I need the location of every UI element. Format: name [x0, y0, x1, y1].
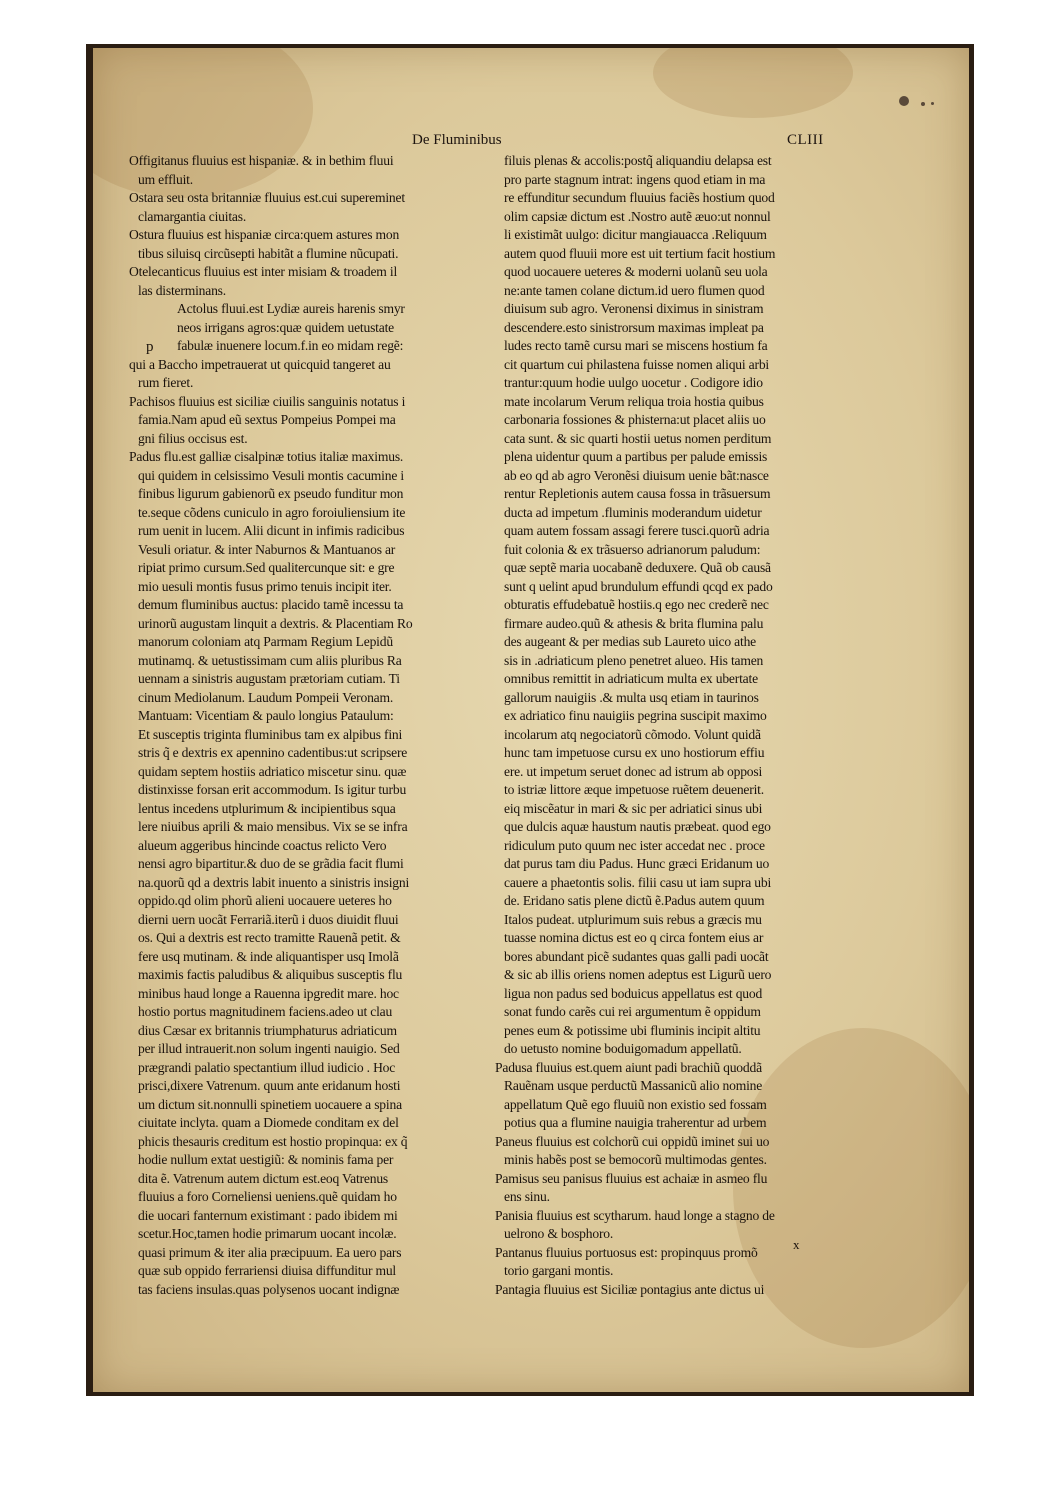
text-line: hodie nullum extat uestigiũ: & nominis fama per: [138, 1152, 394, 1167]
text-line: trantur:quum hodie uulgo uocetur . Codigore idio: [504, 375, 763, 390]
text-line: quæ sub oppido ferrariensi diuisa diffunditur mul: [138, 1263, 397, 1278]
text-line: minibus haud longe a Rauenna ipgredit mare. hoc: [138, 985, 399, 1001]
text-line: prægrandi palatio spectantium illud iudicio . Hoc: [138, 1059, 396, 1075]
text-line: minis habẽs post se bemocorũ multimodas gentes.: [504, 1152, 767, 1167]
text-line: gni filius occisus est.: [138, 430, 248, 446]
text-line: Italos pudeat. utplurimum suis rebus a græcis mu: [504, 911, 762, 927]
text-line: re effunditur secundum fluuius faciẽs hostium quod: [504, 190, 775, 205]
text-line: cit quartum cui philastena fuisse nomen aliqui arbi: [504, 356, 770, 372]
text-line: li existimãt uulgo: dicitur mangiauacca .Reliquum: [504, 227, 767, 242]
text-line: na.quorũ qd a dextris labit inuento a sinistris insigni: [138, 874, 410, 890]
text-line: ducta ad impetum .fluminis moderandum uidetur: [504, 504, 762, 520]
text-line: scetur.Hoc,tamen hodie primarum uocant incolæ.: [138, 1226, 397, 1241]
text-line: carbonaria fossiones & phisterna:ut placet aliis uo: [504, 412, 766, 427]
text-line: rum fieret.: [138, 375, 194, 390]
text-line: de. Eridano satis plene dictũ ẽ.Padus autem quum: [504, 893, 765, 908]
text-line: filuis plenas & accolis:postq̃ aliquandiu delapsa est: [504, 153, 772, 168]
text-line: quasi primum & iter alia præcipuum. Ea uero pars: [138, 1244, 402, 1260]
text-line: do uetusto nomine boduigomadum appellatũ.: [504, 1041, 742, 1056]
text-line: Vesuli oriatur. & inter Naburnos & Mantuanos ar: [138, 541, 396, 557]
text-line: fuit colonia & ex trãsuerso adrianorum paludum:: [504, 541, 761, 557]
text-line: gallorum nauigiis .& multa usq etiam in taurinos: [504, 689, 759, 705]
text-line: lere niuibus aprili & maio mensibus. Vix se se infra: [138, 819, 408, 834]
text-line: qui quidem in celsissimo Vesuli montis cacumine i: [138, 467, 404, 483]
text-line: demum fluminibus auctus: placido tamẽ incessu ta: [138, 597, 404, 612]
text-line: per illud intrauerit.non solum ingenti nauigio. Sed: [138, 1041, 400, 1056]
text-line: rum uenit in lucem. Alii dicunt in infimis radicibus: [138, 523, 405, 538]
text-line: rentur Repletionis autem causa fossa in trãsuersum: [504, 486, 771, 501]
ink-spot: [931, 102, 934, 105]
text-line: Ostara seu osta britanniæ fluuius est.cui supereminet: [129, 190, 405, 205]
text-line: distinxisse forsan erit accommodum. Is igitur turbu: [138, 782, 407, 797]
text-line: clamargantia ciuitas.: [138, 208, 247, 224]
text-line: um dictum sit.nonnulli spinetiem uocauere a spina: [138, 1096, 402, 1112]
text-line: prisci,dixere Vatrenum. quum ante eridanum hosti: [138, 1078, 401, 1093]
text-line: dius Cæsar ex britannis triumphaturus adriaticum: [138, 1022, 397, 1038]
text-line: Pantanus fluuius portuosus est: propinquus promõ: [495, 1244, 758, 1260]
text-line: omnibus remittit in adriaticum multa ex ubertate: [504, 671, 758, 686]
text-line: cata sunt. & sic quarti hostii uetus nomen perditum: [504, 430, 772, 446]
left-text-column: [129, 152, 485, 1299]
text-line: quæ septẽ maria uocabanẽ deduxere. Quã ob causã: [504, 560, 771, 575]
text-line: dat purus tam diu Padus. Hunc græci Eridanum uo: [504, 856, 770, 871]
text-line: mio uesuli montis fusus primo tenuis incipit iter.: [138, 578, 392, 594]
text-line: quod uocauere ueteres & moderni uolanũ seu uola: [504, 264, 768, 279]
text-line: fere usq mutinam. & inde aliquantisper usq Imolã: [138, 948, 399, 964]
text-line: quam autem fossam assagi ferere tusci.quorũ adria: [504, 523, 770, 538]
text-line: nensi agro bipartitur.& duo de se grãdia facit flumi: [138, 856, 404, 871]
text-line: sunt q uelint apud brundulum effundi qcqd ex pado: [504, 578, 773, 594]
text-line: maximis factis paludibus & aliquibus susceptis flu: [138, 967, 403, 982]
text-line: Pachisos fluuius est siciliæ ciuilis sanguinis notatus i: [129, 393, 406, 409]
text-line: Ostura fluuius est hispaniæ circa:quem astures mon: [129, 227, 400, 242]
text-line: tibus siluisq circũsepti habitãt a flumine nũcupati.: [138, 245, 399, 261]
text-line: ne:ante tamen colane dictum.id uero flumen quod: [504, 282, 765, 298]
text-line: Pamisus seu panisus fluuius est achaiæ in asmeo flu: [495, 1170, 768, 1186]
text-line: ripiat primo cursum.Sed qualitercunque sit: e gre: [138, 560, 395, 575]
text-line: Otelecanticus fluuius est inter misiam & troadem il: [129, 264, 398, 279]
ink-spot: [899, 96, 909, 106]
text-line: quidam septem hostiis adriatico miscetur sinu. quæ: [138, 763, 407, 779]
text-line: uennam a sinistris augustam prætoriam cutiam. Ti: [138, 671, 400, 686]
text-line: ab eo qd ab agro Veronẽsi diuisum uenie bãt:nasce: [504, 467, 769, 483]
text-line: Panisia fluuius est scytharum. haud longe a stagno de: [495, 1207, 775, 1223]
initial-letter: p: [146, 339, 154, 355]
text-line: & sic ab illis oriens nomen adeptus est Ligurũ uero: [504, 967, 772, 982]
text-line: neos irrigans agros:quæ quidem uetustate: [177, 319, 395, 335]
signature-mark: x: [793, 1237, 800, 1252]
text-line: penes eum & potissime ubi fluminis incipit altitu: [504, 1022, 761, 1038]
text-line: plena uidentur quum a partibus per palude emissis: [504, 449, 768, 464]
text-line: ligua non padus sed boduicus appellatus est quod: [504, 985, 763, 1001]
text-line: um effluit.: [138, 171, 193, 187]
text-line: die uocari fanternum existimant : pado ibidem mi: [138, 1207, 398, 1223]
ink-spot: [921, 102, 925, 106]
text-line: Padus flu.est galliæ cisalpinæ totius italiæ maximus.: [129, 449, 404, 464]
text-line: finibus ligurum gabienorũ ex pseudo funditur mon: [138, 486, 404, 501]
text-line: mate incolarum Verum reliqua troia hostia quibus: [504, 393, 764, 409]
text-line: cinum Mediolanum. Laudum Pompeii Veronam.: [138, 689, 394, 705]
text-line: urinorũ augustam linquit a dextris. & Placentiam Ro: [138, 615, 413, 631]
text-line: Rauẽnam usque perductũ Massanicũ alio nomine: [504, 1078, 763, 1093]
text-line: appellatum Quẽ ego fluuiũ non existio sed fossam: [504, 1096, 767, 1112]
folio-number: CLIII: [787, 132, 824, 148]
text-line: ere. ut impetum seruet donec ad istrum ab opposi: [504, 763, 763, 779]
text-line: Pantagia fluuius est Siciliæ pontagius ante dictus ui: [495, 1281, 765, 1297]
text-line: ridiculum puto quum nec ister accedat nec . proce: [504, 837, 765, 853]
text-line: que dulcis aquæ haustum nautis præbeat. quod ego: [504, 819, 771, 834]
text-line: autem quod fluuii more est uit tertium facit hostium: [504, 245, 776, 261]
text-line: obturatis effudebatuẽ hostiis.q ego nec crederẽ nec: [504, 597, 769, 612]
text-line: tas faciens insulas.quas polysenos uocant indignæ: [138, 1281, 400, 1297]
text-line: uelrono & bosphoro.: [504, 1226, 614, 1241]
text-line: ex adriatico finu nauigiis pegrina suscipit maximo: [504, 708, 767, 723]
text-line: potius qua a flumine nauigia traherentur ad urbem: [504, 1115, 767, 1130]
text-line: ens sinu.: [504, 1189, 550, 1204]
text-line: manorum coloniam atq Parmam Regium Lepidũ: [138, 634, 393, 649]
text-line: eiq miscẽatur in mari & sic per adriatici sinus ubi: [504, 800, 763, 816]
text-line: lentus incedens utplurimum & incipientibus squa: [138, 800, 396, 816]
text-line: Actolus fluui.est Lydiæ aureis harenis smyr: [177, 301, 405, 316]
running-header: [93, 132, 969, 154]
text-line: alueum aggeribus hincinde coactus relicto Vero: [138, 837, 387, 853]
text-line: to istriæ littore æque impetuose ruẽtem deuenerit.: [504, 782, 764, 797]
text-line: tuasse nomina dictus est eo q circa fontem eius ar: [504, 930, 764, 945]
text-line: hunc tam impetuose cursu ex uno hostiorum effiu: [504, 745, 765, 760]
text-line: Et susceptis triginta fluminibus tam ex alpibus fini: [138, 726, 403, 742]
text-line: Paneus fluuius est colchorũ cui oppidũ iminet sui uo: [495, 1133, 770, 1149]
text-line: pro parte stagnum intrat: ingens quod etiam in ma: [504, 171, 766, 187]
text-line: te.seque cõdens cuniculo in agro foroiuliensium ite: [138, 504, 406, 520]
book-page: [93, 48, 969, 1392]
text-line: des augeant & per medias sub Laureto uico athe: [504, 634, 757, 649]
text-line: incolarum atq negociatorũ cõmodo. Volunt quidã: [504, 726, 761, 742]
text-line: Offigitanus fluuius est hispaniæ. & in bethim fluui: [129, 153, 394, 168]
text-line: Mantuam: Vicentiam & paulo longius Pataulum:: [138, 708, 394, 723]
text-line: fabulæ inuenere locum.f.in eo midam regẽ:: [177, 338, 404, 353]
text-line: olim capsiæ dictum est .Nostro autẽ æuo:ut nonnul: [504, 208, 771, 224]
text-line: hostio portus magnitudinem faciens.adeo ut clau: [138, 1004, 393, 1019]
page-title: De Fluminibus: [412, 132, 502, 148]
text-line: ciuitate inclyta. quam a Diomede conditam ex del: [138, 1115, 399, 1130]
text-line: os. Qui a dextris est recto tramitte Rauenã petit. &: [138, 930, 401, 945]
text-line: qui a Baccho impetrauerat ut quicquid tangeret au: [129, 356, 391, 372]
text-line: phicis thesauris creditum est hostio propinqua: ex q̃: [138, 1133, 408, 1149]
text-line: las disterminans.: [138, 282, 226, 298]
text-line: sis in .adriaticum pleno penetret alueo. His tamen: [504, 652, 764, 668]
text-line: dierni uern uocãt Ferrariã.iterũ i duos diuidit fluui: [138, 911, 399, 927]
text-line: mutinamq. & uetustissimam cum aliis pluribus Ra: [138, 652, 402, 668]
text-line: cauere a phaetontis solis. filii casu ut iam supra ubi: [504, 874, 772, 890]
text-line: bores abundant picẽ sudantes quas galli padi uocãt: [504, 948, 769, 964]
text-line: oppido.qd olim phorũ alieni uocauere ueteres ho: [138, 893, 392, 908]
text-line: firmare audeo.quũ & athesis & brita flumina palu: [504, 615, 764, 631]
text-line: diuisum sub agro. Veronensi diximus in sinistram: [504, 301, 764, 316]
text-line: stris q̃ e dextris ex apennino cadentibus:ut scripsere: [138, 745, 408, 760]
text-line: famia.Nam apud eũ sextus Pompeius Pompei ma: [138, 412, 396, 427]
text-line: descendere.esto sinistrorsum maximas impleat pa: [504, 319, 764, 335]
text-line: Padusa fluuius est.quem aiunt padi brachiũ quoddã: [495, 1059, 762, 1075]
right-text-column: [495, 152, 847, 1299]
paper-stain: [653, 48, 853, 118]
text-line: torio gargani montis.: [504, 1263, 614, 1278]
text-line: ludes recto tamẽ cursu mari se miscens hostium fa: [504, 338, 768, 353]
text-line: dita ẽ. Vatrenum autem dictum est.eoq Vatrenus: [138, 1170, 389, 1186]
text-line: sonat fundo carẽs cui rei argumentum ẽ oppidum: [504, 1004, 761, 1019]
text-line: fluuius a foro Corneliensi ueniens.quẽ quidam ho: [138, 1189, 397, 1204]
